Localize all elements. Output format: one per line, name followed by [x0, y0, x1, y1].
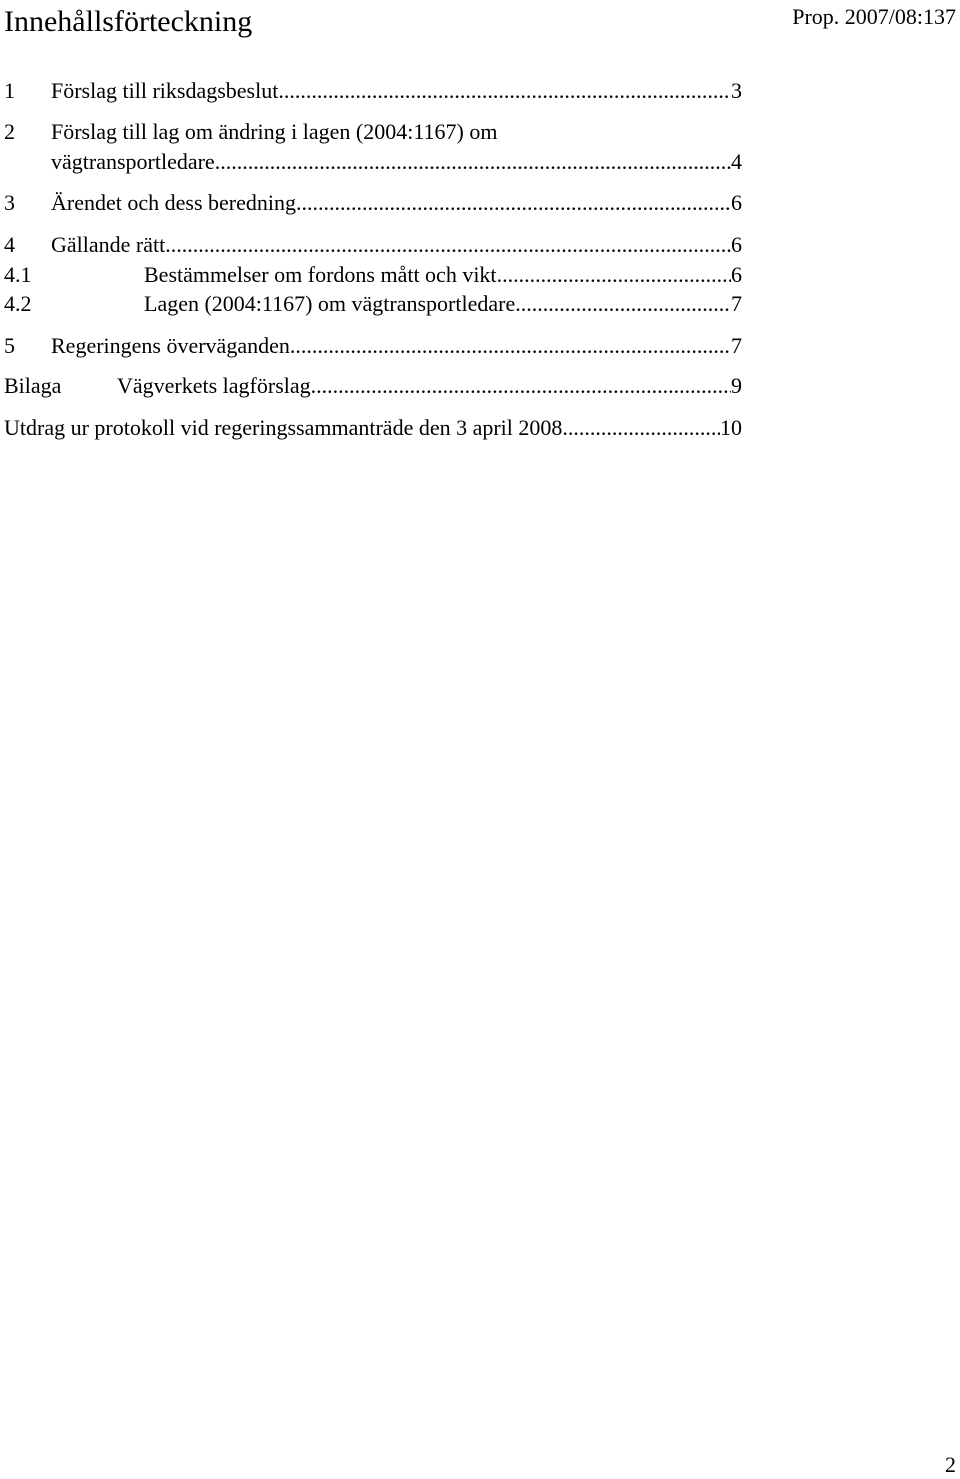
toc-entry-number: 5 [4, 333, 15, 358]
toc-entry-title: Gällande rätt [51, 232, 166, 257]
toc-entry-number: 4.1 [4, 262, 32, 287]
toc-entry-4[interactable] [4, 231, 742, 259]
dot-leader [296, 189, 731, 217]
dot-leader [562, 414, 720, 442]
proposition-reference: Prop. 2007/08:137 [792, 4, 956, 29]
toc-entry-number: 4 [4, 232, 15, 257]
toc-entry-2-line1[interactable] [4, 118, 497, 146]
toc-entry-title: Regeringens överväganden [51, 333, 290, 358]
toc-entry-number: 3 [4, 190, 15, 215]
dot-leader [311, 372, 731, 400]
toc-entry-title: Lagen (2004:1167) om vägtransportledare [144, 291, 516, 316]
toc-entry-number: Bilaga [4, 373, 62, 398]
dot-leader [290, 332, 731, 360]
toc-entry-page: 4 [731, 149, 742, 174]
toc-entry-number: 2 [4, 119, 15, 144]
page-number: 2 [945, 1452, 956, 1477]
toc-entry-2[interactable] [4, 148, 742, 176]
toc-entry-protokoll[interactable] [4, 414, 742, 442]
dot-leader [165, 231, 731, 259]
toc-entry-page: 6 [731, 190, 742, 215]
toc-entry-page: 6 [731, 232, 742, 257]
toc-entry-page: 3 [731, 78, 742, 103]
dot-leader [497, 261, 731, 289]
toc-entry-page: 10 [720, 415, 742, 440]
toc-entry-title: vägtransportledare [51, 149, 215, 174]
page-title: Innehållsförteckning [4, 5, 253, 38]
toc-entry-number: 1 [4, 78, 15, 103]
toc-entry-title: Bestämmelser om fordons mått och vikt [144, 262, 497, 287]
toc-entry-number: 4.2 [4, 291, 32, 316]
toc-entry-page: 7 [731, 333, 742, 358]
dot-leader [515, 290, 731, 318]
toc-entry-title: Vägverkets lagförslag [117, 373, 311, 398]
toc-entry-3[interactable] [4, 189, 742, 217]
toc-entry-4-2[interactable] [4, 290, 742, 318]
toc-entry-page: 7 [731, 291, 742, 316]
dot-leader [278, 77, 731, 105]
toc-entry-bilaga[interactable] [4, 372, 742, 400]
toc-entry-page: 9 [731, 373, 742, 398]
dot-leader [215, 148, 731, 176]
toc-entry-title-line1: Förslag till lag om ändring i lagen (2004:1167) om [51, 119, 498, 144]
toc-entry-title: Förslag till riksdagsbeslut [51, 78, 279, 103]
toc-entry-title: Utdrag ur protokoll vid regeringssammanträde den 3 april 2008 [4, 415, 563, 440]
toc-entry-1[interactable] [4, 77, 742, 105]
toc-entry-4-1[interactable] [4, 261, 742, 289]
toc-entry-title: Ärendet och dess beredning [51, 190, 296, 215]
toc-entry-5[interactable] [4, 332, 742, 360]
toc-entry-page: 6 [731, 262, 742, 287]
